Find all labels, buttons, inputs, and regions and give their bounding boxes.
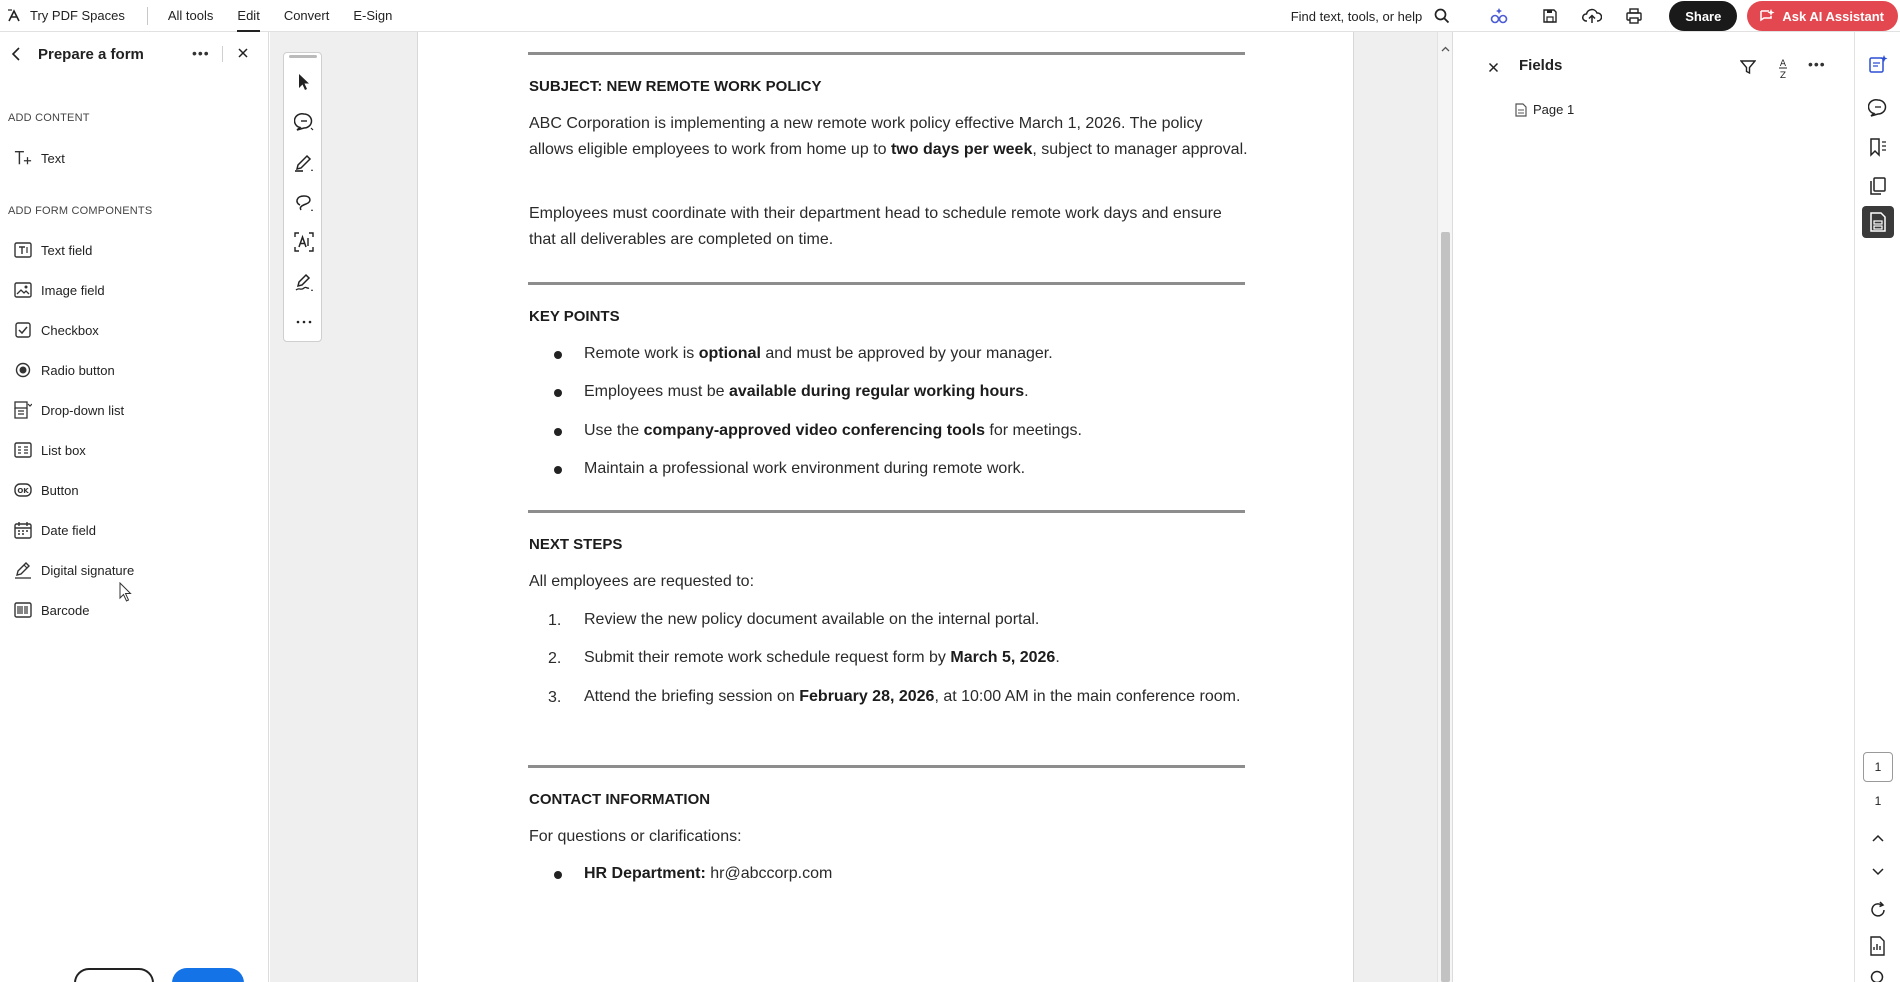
dropdown-list-icon — [14, 401, 32, 419]
component-dropdown-list[interactable] — [14, 398, 124, 422]
panel-header — [0, 32, 268, 76]
component-text-field[interactable] — [14, 238, 92, 262]
close-icon[interactable] — [1488, 62, 1499, 73]
page-item-label: Page 1 — [1533, 102, 1575, 117]
contact-hr: HR Department: hr@abccorp.com — [584, 865, 833, 882]
fields-panel — [1452, 32, 1854, 982]
image-field-icon — [14, 281, 32, 299]
pages-icon[interactable] — [1866, 174, 1890, 198]
app-home-link[interactable] — [0, 0, 125, 31]
drag-handle[interactable] — [289, 55, 317, 58]
next-step-1: Review the new policy document available on the internal portal. — [584, 611, 1040, 628]
intro-paragraph-1: ABC Corporation is implementing a new remote work policy effective March 1, 2026. The policy allows eligible employees to work from home up to two days per week, subject to manager approval. — [529, 115, 1248, 158]
share-button[interactable]: Share — [1669, 1, 1737, 31]
fields-tree-page-1[interactable] — [1515, 102, 1574, 117]
page-down-icon[interactable] — [1866, 860, 1890, 884]
ask-ai-assistant-button[interactable] — [1747, 1, 1898, 31]
edit-pdf-icon[interactable] — [1866, 52, 1890, 76]
document-viewport — [270, 32, 1452, 982]
component-checkbox[interactable] — [14, 318, 99, 342]
search-label[interactable]: Find text, tools, or help — [1290, 8, 1423, 24]
list-box-icon — [14, 441, 32, 459]
page-icon — [1515, 103, 1527, 117]
right-tool-rail — [1854, 32, 1900, 982]
barcode-icon — [14, 601, 32, 619]
ask-ai-assistant-label: Ask AI Assistant — [1782, 8, 1884, 24]
component-label: Barcode — [41, 602, 90, 618]
rotate-refresh-icon[interactable] — [1866, 898, 1890, 922]
sort-az-icon[interactable] — [1776, 57, 1790, 79]
mouse-cursor-icon — [119, 582, 133, 602]
list-number: 1. — [548, 612, 562, 629]
subject-heading: SUBJECT: NEW REMOTE WORK POLICY — [529, 78, 822, 95]
svg-text:A: A — [1779, 59, 1787, 69]
back-arrow-icon[interactable] — [10, 47, 22, 61]
contact-heading: CONTACT INFORMATION — [529, 791, 711, 808]
text-recognition-icon[interactable] — [293, 231, 315, 253]
more-tools-icon[interactable] — [293, 311, 315, 333]
component-label: Drop-down list — [41, 402, 125, 418]
bookmarks-icon[interactable] — [1866, 135, 1890, 159]
ok-button-icon — [14, 481, 32, 499]
ai-assistant-icon — [1759, 8, 1775, 24]
primary-action-button[interactable] — [172, 968, 244, 982]
bullet — [554, 351, 562, 359]
comment-icon[interactable] — [1866, 96, 1890, 120]
text-field-icon — [14, 241, 32, 259]
menu-edit[interactable]: Edit — [237, 0, 259, 31]
more-options-icon[interactable]: ••• — [192, 45, 210, 61]
app-title: Try PDF Spaces — [30, 8, 125, 23]
svg-text:Z: Z — [1779, 71, 1787, 79]
component-digital-signature[interactable] — [14, 558, 134, 582]
next-steps-heading: NEXT STEPS — [529, 536, 623, 553]
component-label: Radio button — [41, 362, 115, 378]
digital-signature-icon — [14, 561, 32, 579]
total-pages: 1 — [1874, 794, 1882, 808]
text-add-icon — [14, 149, 32, 167]
next-step-2: Submit their remote work schedule request form by March 5, 2026. — [584, 649, 1060, 666]
component-barcode[interactable] — [14, 598, 89, 622]
component-label: Button — [41, 482, 79, 498]
add-comment-icon[interactable] — [293, 111, 315, 133]
component-image-field[interactable] — [14, 278, 105, 302]
key-points-heading: KEY POINTS — [529, 308, 620, 325]
component-label: Text field — [41, 242, 93, 258]
pdf-page[interactable] — [417, 32, 1354, 982]
menu-e-sign[interactable]: E-Sign — [353, 8, 393, 23]
close-icon[interactable] — [237, 47, 249, 59]
section-add-content: ADD CONTENT — [8, 112, 90, 124]
component-date-field[interactable] — [14, 518, 96, 542]
divider — [222, 46, 223, 62]
top-bar — [0, 0, 1900, 32]
fields-title: Fields — [1519, 57, 1563, 74]
prepare-form-panel — [0, 32, 269, 982]
scroll-up-arrow-icon[interactable] — [1441, 46, 1450, 52]
component-radio-button[interactable] — [14, 358, 115, 382]
document-scrollbar[interactable] — [1437, 32, 1452, 982]
freehand-draw-icon[interactable] — [293, 191, 315, 213]
filter-icon[interactable] — [1740, 59, 1756, 75]
select-pointer-icon[interactable] — [293, 71, 315, 93]
horizontal-rule — [528, 765, 1245, 768]
intro-paragraph-2: Employees must coordinate with their department head to schedule remote work days and ensure that all deliverables are completed on time. — [529, 205, 1222, 248]
component-label: List box — [41, 442, 86, 458]
ai-tools-icon[interactable] — [1487, 4, 1511, 28]
checkbox-icon — [14, 321, 32, 339]
current-page-input[interactable]: 1 — [1863, 752, 1893, 782]
form-fields-icon[interactable] — [1862, 206, 1894, 238]
component-label: Checkbox — [41, 322, 99, 338]
next-step-3: Attend the briefing session on February 28, 2026, at 10:00 AM in the main conference room. — [584, 688, 1241, 705]
secondary-action-button[interactable] — [74, 968, 154, 982]
divider — [147, 7, 148, 25]
bullet — [554, 466, 562, 474]
quick-tools-rail — [283, 52, 322, 342]
contact-intro: For questions or clarifications: — [529, 828, 742, 845]
component-label: Digital signature — [41, 562, 135, 578]
key-point-2: Employees must be available during regular working hours. — [584, 383, 1029, 400]
bullet — [554, 428, 562, 436]
more-options-icon[interactable]: ••• — [1808, 56, 1826, 72]
sign-icon[interactable] — [293, 271, 315, 293]
menu-all-tools[interactable]: All tools — [167, 8, 214, 23]
scrollbar-thumb[interactable] — [1441, 232, 1450, 982]
highlight-pen-icon[interactable] — [293, 151, 315, 173]
upload-cloud-icon[interactable] — [1580, 4, 1604, 28]
horizontal-rule — [528, 510, 1245, 513]
search-icon[interactable] — [1430, 4, 1454, 28]
bullet — [554, 871, 562, 879]
section-form-components: ADD FORM COMPONENTS — [8, 205, 153, 217]
key-point-3: Use the company-approved video conferencing tools for meetings. — [584, 422, 1082, 439]
zoom-icon[interactable] — [1866, 966, 1890, 982]
panel-title: Prepare a form — [38, 46, 144, 63]
horizontal-rule — [528, 282, 1245, 285]
page-up-icon[interactable] — [1866, 826, 1890, 850]
svg-text:OK: OK — [17, 487, 29, 495]
add-text-tool[interactable] — [14, 146, 65, 170]
radio-button-icon — [14, 361, 32, 379]
list-number: 3. — [548, 689, 562, 706]
page-display-icon[interactable] — [1866, 934, 1890, 958]
list-number: 2. — [548, 650, 562, 667]
print-icon[interactable] — [1622, 4, 1646, 28]
component-label: Image field — [41, 282, 105, 298]
horizontal-rule — [528, 52, 1245, 55]
component-label: Date field — [41, 522, 96, 538]
save-icon[interactable] — [1538, 4, 1562, 28]
next-steps-intro: All employees are requested to: — [529, 573, 755, 590]
component-list-box[interactable] — [14, 438, 86, 462]
calendar-icon — [14, 521, 32, 539]
component-button[interactable] — [14, 478, 79, 502]
bullet — [554, 389, 562, 397]
text-tool-label: Text — [41, 150, 65, 166]
menu-convert[interactable]: Convert — [283, 8, 330, 23]
key-point-1: Remote work is optional and must be approved by your manager. — [584, 345, 1053, 362]
key-point-4: Maintain a professional work environment during remote work. — [584, 460, 1026, 477]
acrobat-logo-icon — [6, 8, 22, 24]
